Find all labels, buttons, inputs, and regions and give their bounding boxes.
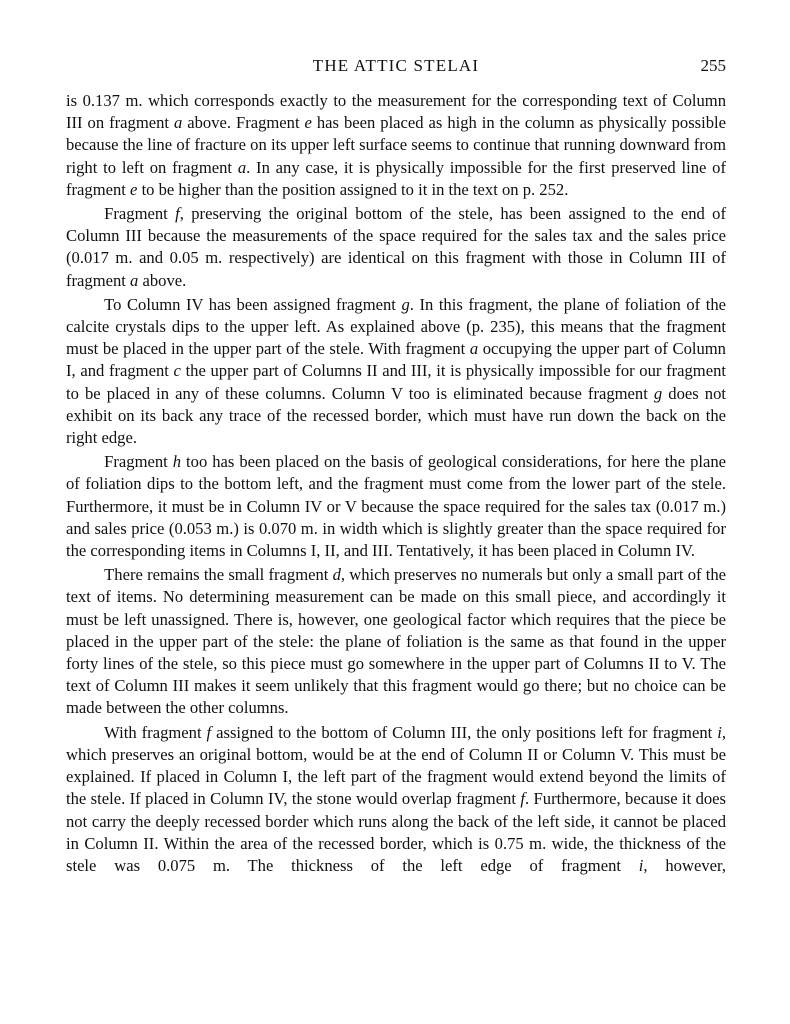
text-run: . In any case, it is physically impossible for the first preserved line of fragment	[66, 157, 726, 199]
fragment-letter: c	[173, 361, 181, 381]
text-run: occupying the upper part of Column I, and fragment	[66, 339, 726, 381]
fragment-letter: e	[304, 113, 312, 133]
fragment-letter: a	[237, 157, 247, 177]
text-run: , preserving the original bottom of the stele, has been assigned to the end of Column III because the measurements of the space required for the sales tax and the sales price (0.017 m. and 0.05 m. respectively) are identical on this fragment with those in Column III of fragment	[66, 204, 726, 290]
text-run: . Furthermore, because it does not carry the deeply recessed border which runs along the back of the left side, it cannot be placed in Column II. Within the area of the recessed border, which is 0.75 m. wide, the thickness of the stele was 0.075 m. The thickness of the left edge of fragment	[66, 789, 727, 875]
text-run: too has been placed on the basis of geological considerations, for here the plane of foliation dips to the bottom left, and the fragment must come from the lower part of the stele. Furthermore, it must be in Column IV or V because the space required for the sales tax (0.017 m.) and sales price (0.053 m.) is 0.070 m. in width which is slightly greater than the space required for the corresponding items in Columns I, II, and III. Tentatively, it has been placed in Column IV.	[66, 452, 726, 561]
fragment-letter: f	[520, 789, 525, 809]
running-title: THE ATTIC STELAI	[312, 56, 480, 75]
paragraph	[66, 203, 726, 292]
fragment-letter: f	[206, 722, 212, 742]
text-run: , which preserves an original bottom, would be at the end of Column II or Column V. This must be explained. If placed in Column I, the left part of the fragment would extend beyond the limits of the stele. If placed in Column IV, the stone would overlap fragment	[66, 722, 726, 809]
text-run: , however,	[643, 855, 726, 875]
paragraph	[66, 294, 726, 449]
paragraph	[66, 564, 726, 719]
running-head	[66, 56, 726, 80]
paragraph	[66, 451, 726, 562]
text-run: To Column IV has been assigned fragment	[104, 294, 402, 314]
text-run: . In this fragment, the plane of foliation of the calcite crystals dips to the upper left. As explained above (p. 235), this means that the fragment must be placed in the upper part of the stele. With fragment	[66, 294, 727, 359]
text-run: has been placed as high in the column as physically possible because the line of fracture on its upper left surface seems to continue that running downward from right to left on fragment	[66, 113, 727, 177]
fragment-letter: a	[130, 270, 139, 290]
body-text	[66, 90, 726, 879]
text-run: is 0.137 m. which corresponds exactly to the measurement for the corresponding text of Column III on fragment	[66, 91, 726, 133]
page-number: 255	[700, 56, 726, 75]
text-run: Fragment	[104, 204, 176, 224]
text-run: above.	[138, 270, 187, 290]
text-run: does not exhibit on its back any trace of the recessed border, which must have run down the back on the right edge.	[66, 383, 726, 448]
fragment-letter: h	[172, 452, 182, 472]
text-run: Fragment	[104, 452, 173, 472]
fragment-letter: e	[130, 179, 138, 199]
text-run: With fragment	[104, 722, 207, 742]
text-run: assigned to the bottom of Column III, the only positions left for fragment	[211, 722, 718, 742]
text-run: the upper part of Columns II and III, it is physically impossible for our fragment to be placed in any of these columns. Column V too is eliminated because fragment	[66, 361, 726, 403]
fragment-letter: g	[401, 294, 410, 314]
fragment-letter: f	[175, 204, 180, 224]
paragraph	[66, 90, 726, 201]
text-run: to be higher than the position assigned to it in the text on p. 252.	[137, 179, 569, 199]
fragment-letter: a	[469, 339, 479, 359]
fragment-letter: g	[653, 383, 663, 403]
text-run: There remains the small fragment	[104, 565, 333, 585]
text-run: , which preserves no numerals but only a small part of the text of items. No determining measurement can be made on this small piece, and accordingly it must be left unassigned. There is, however, one geological factor which requires that the piece be placed in the upper part of the stele: the plane of foliation is the same as that found in the upper forty lines of the stele, so this piece must go somewhere in the upper part of Columns II to V. The text of Column III makes it seem unlikely that this fragment would go there; but no choice can be made between the other columns.	[66, 565, 727, 718]
fragment-letter: i	[638, 855, 644, 875]
fragment-letter: d	[332, 565, 341, 585]
text-run: above. Fragment	[182, 113, 305, 133]
fragment-letter: i	[717, 722, 722, 742]
fragment-letter: a	[173, 113, 183, 133]
paragraph	[66, 722, 726, 877]
